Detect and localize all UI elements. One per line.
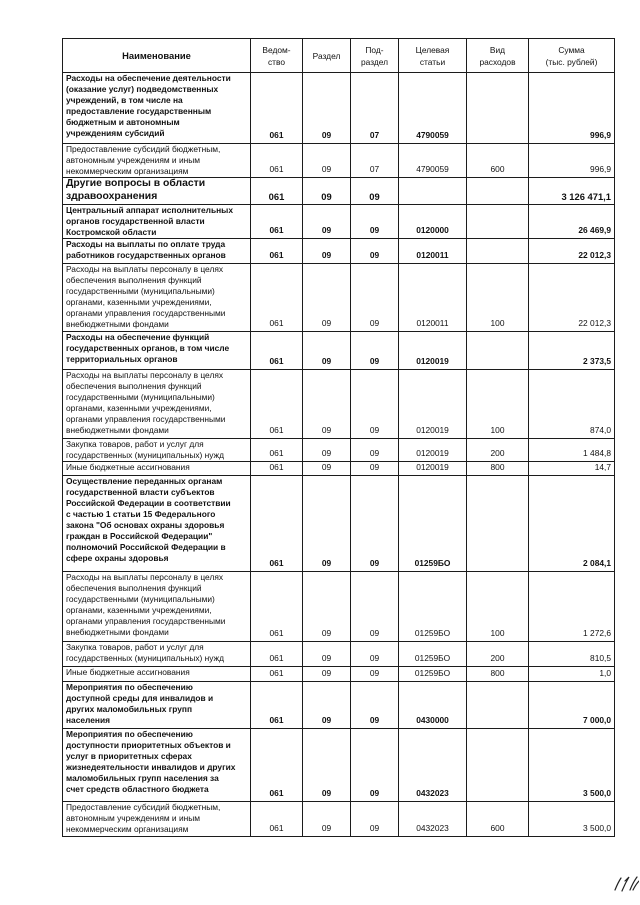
header-row <box>63 39 615 73</box>
table-row <box>63 572 615 642</box>
name-cell <box>63 682 251 729</box>
expense-type-cell: 800 <box>467 462 529 476</box>
name-line: Осуществление переданных органам <box>66 476 223 486</box>
header-section-code-cell <box>303 39 351 73</box>
amount-cell: 22 012,3 <box>529 239 615 264</box>
name-cell <box>63 239 251 264</box>
section-code-cell: 09 <box>303 476 351 572</box>
table-row <box>63 73 615 144</box>
name-line: доступности приоритетных объектов и <box>66 740 231 750</box>
table-row <box>63 802 615 837</box>
section-code-cell: 09 <box>303 332 351 370</box>
subsection-code-cell: 09 <box>351 462 399 476</box>
section-code-cell: 09 <box>303 667 351 682</box>
expense-type-cell: 100 <box>467 572 529 642</box>
table-row <box>63 729 615 802</box>
name-line: (оказание услуг) подведомственных <box>66 84 219 94</box>
name-cell <box>63 729 251 802</box>
table-row <box>63 370 615 439</box>
name-line: Российской Федерации в соответствии <box>66 498 231 508</box>
name-line: Другие вопросы в области <box>66 178 206 189</box>
subsection-code-cell: 07 <box>351 73 399 144</box>
subsection-code-cell: 09 <box>351 239 399 264</box>
name-line: граждан в Российской Федерации" <box>66 531 213 541</box>
expense-type-cell: 800 <box>467 667 529 682</box>
name-line: Предоставление субсидий бюджетным, <box>66 802 221 812</box>
amount-cell: 14,7 <box>529 462 615 476</box>
header-label-line: Ведом- <box>262 44 291 55</box>
handwritten-mark <box>613 873 639 893</box>
name-line: государственной власти субъектов <box>66 487 215 497</box>
section-code-cell: 09 <box>303 462 351 476</box>
section-code-cell: 09 <box>303 802 351 837</box>
name-line: жизнедеятельности инвалидов и других <box>66 762 236 772</box>
expense-type-cell <box>467 73 529 144</box>
department-code-cell: 061 <box>251 802 303 837</box>
target-article-cell: 0430000 <box>399 682 467 729</box>
table-row <box>63 239 615 264</box>
name-line: автономным учреждениям и иным <box>66 155 201 165</box>
name-cell <box>63 572 251 642</box>
name-cell <box>63 370 251 439</box>
section-code-cell: 09 <box>303 642 351 667</box>
amount-cell: 1 272,6 <box>529 572 615 642</box>
table-row <box>63 332 615 370</box>
expense-type-cell: 600 <box>467 144 529 178</box>
section-code-cell: 09 <box>303 178 351 205</box>
name-line: Закупка товаров, работ и услуг для <box>66 642 204 652</box>
target-article-cell: 0120019 <box>399 370 467 439</box>
target-article-cell: 01259БО <box>399 572 467 642</box>
header-label-line: Сумма <box>558 44 585 55</box>
name-cell <box>63 476 251 572</box>
department-code-cell: 061 <box>251 667 303 682</box>
name-line: обеспечения выполнения функций <box>66 381 202 391</box>
table-row <box>63 144 615 178</box>
department-code-cell: 061 <box>251 682 303 729</box>
name-cell <box>63 439 251 462</box>
department-code-cell: 061 <box>251 462 303 476</box>
expense-type-cell <box>467 729 529 802</box>
name-line: государственными (муниципальными) <box>66 594 215 604</box>
section-code-cell: 09 <box>303 439 351 462</box>
target-article-cell: 0120011 <box>399 239 467 264</box>
name-cell <box>63 332 251 370</box>
expense-type-cell: 200 <box>467 642 529 667</box>
section-code-cell: 09 <box>303 205 351 239</box>
name-line: органами, казенными учреждениями, <box>66 605 212 615</box>
subsection-code-cell: 09 <box>351 264 399 332</box>
expense-type-cell: 600 <box>467 802 529 837</box>
amount-cell: 3 126 471,1 <box>529 178 615 205</box>
amount-cell: 996,9 <box>529 144 615 178</box>
subsection-code-cell: 09 <box>351 205 399 239</box>
subsection-code-cell: 09 <box>351 802 399 837</box>
table-row <box>63 205 615 239</box>
header-amount-cell <box>529 39 615 73</box>
amount-cell: 22 012,3 <box>529 264 615 332</box>
name-cell <box>63 667 251 682</box>
name-line: автономным учреждениям и иным <box>66 813 201 823</box>
section-code-cell: 09 <box>303 73 351 144</box>
target-article-cell: 01259БО <box>399 667 467 682</box>
name-cell <box>63 178 251 205</box>
name-line: некоммерческим организациям <box>66 824 189 834</box>
header-label-line: (тыс. рублей) <box>545 56 598 67</box>
name-line: сфере охраны здоровья <box>66 553 169 563</box>
name-line: государственных (муниципальных) нужд <box>66 450 225 460</box>
department-code-cell: 061 <box>251 729 303 802</box>
amount-cell: 874,0 <box>529 370 615 439</box>
name-line: работников государственных органов <box>66 250 226 260</box>
name-line: полномочий Российской Федерации в <box>66 542 226 552</box>
section-code-cell: 09 <box>303 144 351 178</box>
name-line: территориальных органов <box>66 354 178 364</box>
subsection-code-cell: 09 <box>351 178 399 205</box>
name-line: доступной среды для инвалидов и <box>66 693 214 703</box>
name-line: с частью 1 статьи 15 Федерального <box>66 509 216 519</box>
name-line: органами управления государственными <box>66 616 226 626</box>
table-header <box>63 39 615 73</box>
table-body <box>63 73 615 837</box>
table-row <box>63 476 615 572</box>
section-code-cell: 09 <box>303 370 351 439</box>
department-code-cell: 061 <box>251 572 303 642</box>
table-row <box>63 667 615 682</box>
expense-type-cell <box>467 178 529 205</box>
name-line: органами управления государственными <box>66 414 226 424</box>
name-line: некоммерческим организациям <box>66 166 189 176</box>
target-article-cell: 4790059 <box>399 73 467 144</box>
name-line: Иные бюджетные ассигнования <box>66 462 190 472</box>
name-line: государственных органов, в том числе <box>66 343 230 353</box>
amount-cell: 1,0 <box>529 667 615 682</box>
name-line: услуг в приоритетных сферах <box>66 751 192 761</box>
name-cell <box>63 802 251 837</box>
name-line: государственных (муниципальных) нужд <box>66 653 225 663</box>
department-code-cell: 061 <box>251 73 303 144</box>
target-article-cell: 0120019 <box>399 332 467 370</box>
header-label-line: ство <box>267 56 286 67</box>
subsection-code-cell: 07 <box>351 144 399 178</box>
department-code-cell: 061 <box>251 476 303 572</box>
name-cell <box>63 73 251 144</box>
department-code-cell: 061 <box>251 205 303 239</box>
name-line: бюджетным и автономным <box>66 117 180 127</box>
section-code-cell: 09 <box>303 729 351 802</box>
amount-cell: 996,9 <box>529 73 615 144</box>
name-line: Расходы на выплаты по оплате труда <box>66 239 226 249</box>
name-cell <box>63 144 251 178</box>
name-line: обеспечения выполнения функций <box>66 583 202 593</box>
expense-type-cell <box>467 332 529 370</box>
expense-type-cell: 100 <box>467 370 529 439</box>
amount-cell: 1 484,8 <box>529 439 615 462</box>
name-line: Расходы на выплаты персоналу в целях <box>66 264 224 274</box>
subsection-code-cell: 09 <box>351 572 399 642</box>
header-label-line: Целевая <box>415 44 450 55</box>
expense-type-cell <box>467 239 529 264</box>
header-subsection-code-cell <box>351 39 399 73</box>
name-line: счет средств областного бюджета <box>66 784 209 794</box>
department-code-cell: 061 <box>251 178 303 205</box>
header-target-article-cell <box>399 39 467 73</box>
name-line: учреждений, в том числе на <box>66 95 183 105</box>
target-article-cell: 0432023 <box>399 729 467 802</box>
target-article-cell: 0120019 <box>399 462 467 476</box>
amount-cell: 2 373,5 <box>529 332 615 370</box>
header-label-line: Наименование <box>122 49 191 61</box>
target-article-cell: 0120011 <box>399 264 467 332</box>
header-label-line: Раздел <box>312 50 341 61</box>
name-line: Мероприятия по обеспечению <box>66 682 193 692</box>
department-code-cell: 061 <box>251 144 303 178</box>
name-line: населения <box>66 715 110 725</box>
subsection-code-cell: 09 <box>351 667 399 682</box>
target-article-cell: 0120000 <box>399 205 467 239</box>
name-line: Мероприятия по обеспечению <box>66 729 193 739</box>
name-line: обеспечения выполнения функций <box>66 275 202 285</box>
name-line: Предоставление субсидий бюджетным, <box>66 144 221 154</box>
name-line: внебюджетными фондами <box>66 627 169 637</box>
header-department-code-cell <box>251 39 303 73</box>
section-code-cell: 09 <box>303 264 351 332</box>
name-line: Иные бюджетные ассигнования <box>66 667 190 677</box>
name-line: органами управления государственными <box>66 308 226 318</box>
header-label-line: Под- <box>365 44 384 55</box>
name-line: Закупка товаров, работ и услуг для <box>66 439 204 449</box>
section-code-cell: 09 <box>303 239 351 264</box>
name-line: других маломобильных групп <box>66 704 193 714</box>
name-line: Расходы на выплаты персоналу в целях <box>66 572 224 582</box>
name-line: Расходы на выплаты персоналу в целях <box>66 370 224 380</box>
name-line: закона "Об основах охраны здоровья <box>66 520 225 530</box>
name-line: внебюджетными фондами <box>66 319 169 329</box>
department-code-cell: 061 <box>251 239 303 264</box>
amount-cell: 26 469,9 <box>529 205 615 239</box>
name-cell <box>63 205 251 239</box>
name-line: внебюджетными фондами <box>66 425 169 435</box>
amount-cell: 3 500,0 <box>529 802 615 837</box>
table-row <box>63 264 615 332</box>
subsection-code-cell: 09 <box>351 682 399 729</box>
target-article-cell: 01259БО <box>399 642 467 667</box>
table-row <box>63 682 615 729</box>
department-code-cell: 061 <box>251 439 303 462</box>
name-line: государственными (муниципальными) <box>66 392 215 402</box>
amount-cell: 3 500,0 <box>529 729 615 802</box>
section-code-cell: 09 <box>303 682 351 729</box>
name-line: государственными (муниципальными) <box>66 286 215 296</box>
name-line: Расходы на обеспечение деятельности <box>66 73 231 83</box>
name-cell <box>63 264 251 332</box>
subsection-code-cell: 09 <box>351 439 399 462</box>
name-line: Центральный аппарат исполнительных <box>66 205 233 215</box>
subsection-code-cell: 09 <box>351 642 399 667</box>
name-line: учреждениям субсидий <box>66 128 165 138</box>
expense-type-cell <box>467 476 529 572</box>
name-line: маломобильных групп населения за <box>66 773 219 783</box>
header-label-line: раздел <box>360 56 389 67</box>
name-line: здравоохранения <box>66 190 158 202</box>
budget-table <box>62 38 615 837</box>
subsection-code-cell: 09 <box>351 729 399 802</box>
header-label-line: статьи <box>419 56 446 67</box>
name-line: Костромской области <box>66 227 157 237</box>
subsection-code-cell: 09 <box>351 332 399 370</box>
department-code-cell: 061 <box>251 642 303 667</box>
expense-type-cell <box>467 682 529 729</box>
table-row <box>63 439 615 462</box>
table-row <box>63 642 615 667</box>
header-label-line: Вид <box>489 44 506 55</box>
target-article-cell: 01259БО <box>399 476 467 572</box>
amount-cell: 810,5 <box>529 642 615 667</box>
name-cell <box>63 462 251 476</box>
expense-type-cell: 100 <box>467 264 529 332</box>
name-line: органами, казенными учреждениями, <box>66 297 212 307</box>
target-article-cell: 4790059 <box>399 144 467 178</box>
section-code-cell: 09 <box>303 572 351 642</box>
name-cell <box>63 642 251 667</box>
header-label-line: расходов <box>479 56 516 67</box>
subsection-code-cell: 09 <box>351 370 399 439</box>
subsection-code-cell: 09 <box>351 476 399 572</box>
header-name-cell <box>63 39 251 73</box>
name-line: органов государственной власти <box>66 216 205 226</box>
expense-type-cell: 200 <box>467 439 529 462</box>
department-code-cell: 061 <box>251 332 303 370</box>
department-code-cell: 061 <box>251 370 303 439</box>
table-row <box>63 462 615 476</box>
table-row <box>63 178 615 205</box>
name-line: предоставление государственным <box>66 106 212 116</box>
expense-type-cell <box>467 205 529 239</box>
department-code-cell: 061 <box>251 264 303 332</box>
name-line: органами, казенными учреждениями, <box>66 403 212 413</box>
target-article-cell <box>399 178 467 205</box>
name-line: Расходы на обеспечение функций <box>66 332 210 342</box>
target-article-cell: 0120019 <box>399 439 467 462</box>
header-expense-type-cell <box>467 39 529 73</box>
amount-cell: 2 084,1 <box>529 476 615 572</box>
amount-cell: 7 000,0 <box>529 682 615 729</box>
target-article-cell: 0432023 <box>399 802 467 837</box>
